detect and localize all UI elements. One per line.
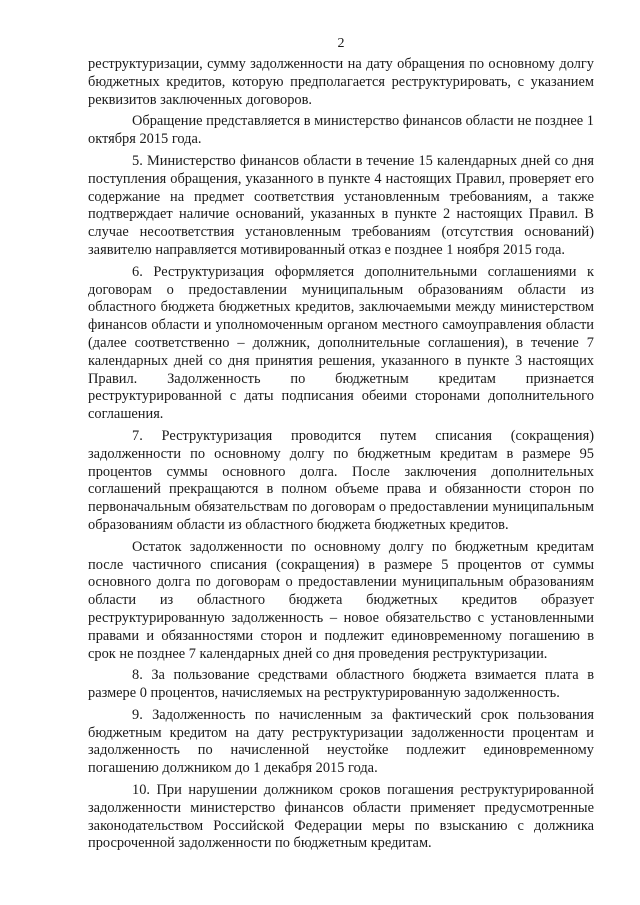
paragraph-6: Остаток задолженности по основному долгу по бюджетным кредитам после частичного списания (сокращения) в размере 5 процентов от суммы основного долга по договорам о предоставлении муниципальным образованиям области из областного бюджета бюджетных кредитов образует реструктурированную задолженность – новое обязательство с установленными правами и обязанностями сторон и подлежит единовременному погашению в срок не позднее 7 календарных дней со дня проведения реструктуризации. [88,538,594,662]
document-page [88,36,594,857]
paragraph-4: 6. Реструктуризация оформляется дополнительными соглашениями к договорам о предоставлении муниципальным образованиям области из областного бюджета бюджетных кредитов, заключаемыми между министерством финансов области и уполномоченным органом местного самоуправления области (далее соответственно – должник, дополнительные соглашения), в течение 7 календарных дней со дня принятия решения, указанного в пункте 3 настоящих Правил. Задолженность по бюджетным кредитам признается реструктурированной с даты подписания обеими сторонами дополнительного соглашения. [88,263,594,423]
paragraph-2: Обращение представляется в министерство финансов области не позднее 1 октября 2015 года. [88,113,594,148]
paragraph-3: 5. Министерство финансов области в течение 15 календарных дней со дня поступления обращения, указанного в пункте 4 настоящих Правил, проверяет его содержание на предмет соответствия установленным требованиям, а также подтверждает наличие оснований, указанных в пункте 2 настоящих Правил. В случае несоответствия установленным требованиям (отсутствия оснований) заявителю направляется мотивированный отказ е позднее 1 ноября 2015 года. [88,152,594,258]
paragraph-9: 10. При нарушении должником сроков погашения реструктурированной задолженности министерство финансов области применяет предусмотренные законодательством Российской Федерации меры по взысканию с должника просроченной задолженности по бюджетным кредитам. [88,782,594,852]
paragraph-1: реструктуризации, сумму задолженности на дату обращения по основному долгу бюджетных кредитов, которую предполагается реструктурировать, с указанием реквизитов заключенных договоров. [88,56,594,108]
paragraphs-container [88,56,594,853]
paragraph-8: 9. Задолженность по начисленным за фактический срок пользования бюджетным кредитом на дату реструктуризации задолженности процентам и задолженность по начисленной неустойке подлежит единовременному погашению должником до 1 декабря 2015 года. [88,706,594,777]
page-number: 2 [337,36,345,51]
paragraph-7: 8. За пользование средствами областного бюджета взимается плата в размере 0 процентов, начисляемых на реструктурированную задолженность. [88,667,594,702]
paragraph-5: 7. Реструктуризация проводится путем списания (сокращения) задолженности по основному долгу по бюджетным кредитам в размере 95 процентов суммы основного долга. После заключения дополнительных соглашений прекращаются в полном объеме права и обязанности сторон по первоначальным обязательствам по договорам о предоставлении муниципальным образованиям области из областного бюджета бюджетных кредитов. [88,427,594,533]
